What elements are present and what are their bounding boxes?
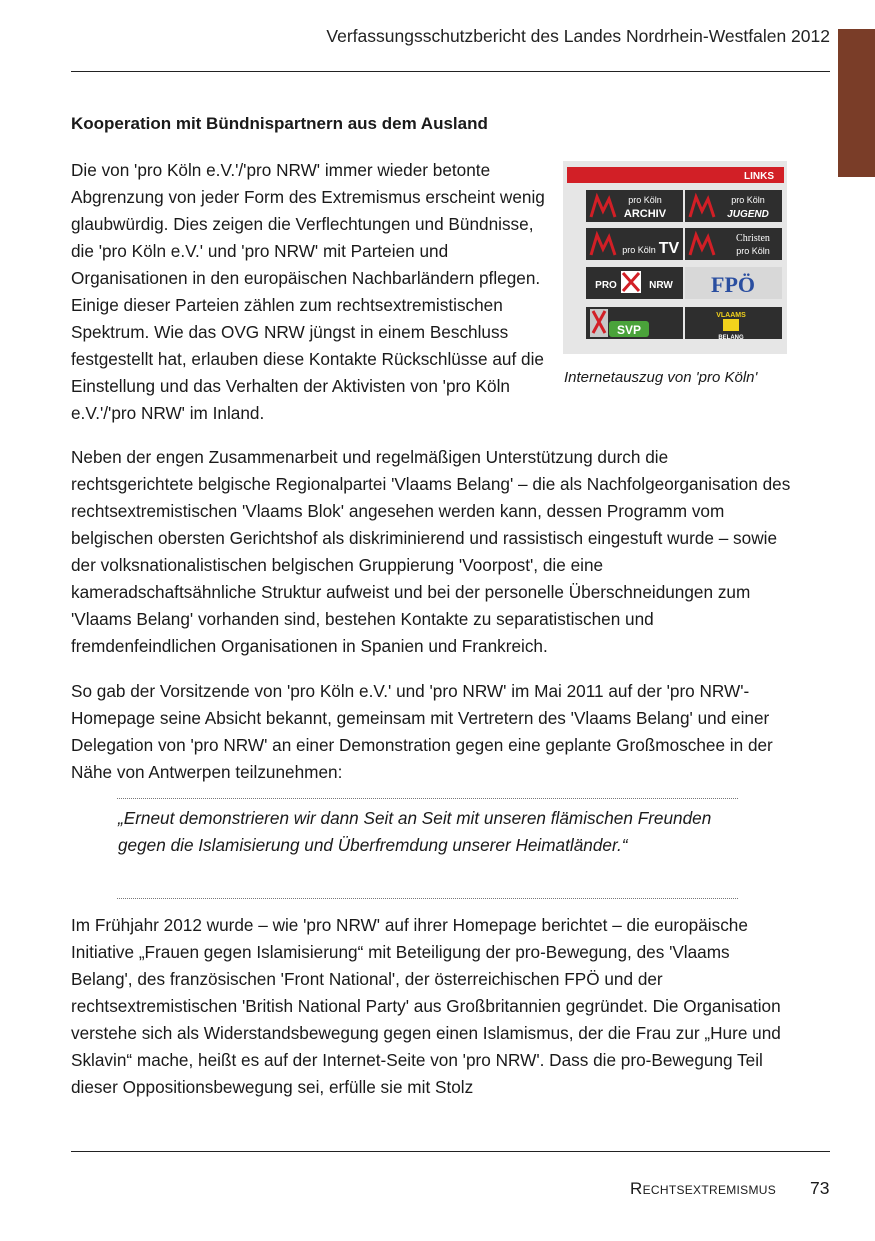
svg-text:pro Köln: pro Köln (731, 195, 765, 205)
page-number: 73 (810, 1178, 830, 1198)
paragraph-3: So gab der Vorsitzende von 'pro Köln e.V.' und 'pro NRW' im Mai 2011 auf der 'pro NRW'-Homepage seine Absicht bekannt, gemeinsam mit Vertretern des 'Vlaams Belang' und einer Delegation von 'pro NRW' an einer Demonstration gegen eine geplante Großmoschee in der Nähe von Antwerpen teilzunehmen: (71, 681, 773, 782)
svg-text:JUGEND: JUGEND (727, 209, 769, 220)
paragraph-4: Im Frühjahr 2012 wurde – wie 'pro NRW' auf ihrer Homepage berichtet – die europäische Initiative „Frauen gegen Islamisierung“ mit Beteiligung der pro-Bewegung, des 'Vlaams Belang', des französischen 'Front National', der österreichischen FPÖ und der rechtsextremistischen 'British National Party' aus Großbritannien gegründet. Die Organisation verstehe sich als Widerstandsbewegung gegen einen Islamismus, der die Frau zur „Hure und Sklavin“ mache, heißt es auf der Internet-Seite von 'pro NRW'. Dass die pro-Bewegung Teil dieser Oppositionsbewegung sei, erfülle sie mit Stolz (71, 915, 781, 1097)
svg-text:Christen: Christen (736, 233, 770, 244)
chapter-thumb-tab (838, 29, 875, 177)
paragraph-2: Neben der engen Zusammenarbeit und regelmäßigen Unterstützung durch die rechtsgerichtete belgische Regionalpartei 'Vlaams Belang' – die als Nachfolgeorganisation des rechtsextremistischen 'Vlaams Blok' angesehen werden kann, dessen Programm vom belgischen obersten Gerichtshof als diskriminierend und rassistisch eingestuft wurde – sowie der volksnationalistischen belgischen Gruppierung 'Voorpost', die eine kameradschaftsähnliche Struktur aufweist und bei der personelle Überschneidungen zum 'Vlaams Belang' vorhanden sind, bestehen Kontakte zu separatistischen und fremdenfeindlichen Organisationen in Spanien und Frankreich. (71, 447, 791, 656)
svg-text:PRO: PRO (595, 280, 617, 291)
footer-rule (71, 1151, 830, 1152)
block-quote: „Erneut demonstrieren wir dann Seit an Seit mit unseren flämischen Freunden gegen die Islamisierung und Überfremdung unserer Heimatländer.“ (118, 808, 712, 855)
running-header: Verfassungsschutzbericht des Landes Nordrhein-Westfalen 2012 (326, 26, 830, 46)
svg-text:FPÖ: FPÖ (711, 272, 755, 297)
section-heading: Kooperation mit Bündnispartnern aus dem Ausland (71, 114, 488, 133)
svg-text:pro Köln: pro Köln (736, 246, 770, 256)
svg-text:BELANG: BELANG (718, 335, 744, 341)
svg-text:NRW: NRW (649, 280, 673, 291)
links-screenshot (563, 161, 787, 354)
banner-label: LINKS (744, 171, 774, 182)
svg-text:pro Köln: pro Köln (622, 245, 656, 255)
footer-section-label: Rechtsextremismus (630, 1179, 777, 1198)
svg-text:ARCHIV: ARCHIV (623, 208, 667, 220)
svg-text:SVP: SVP (616, 323, 642, 337)
figure-caption: Internetauszug von 'pro Köln' (564, 369, 758, 386)
header-rule (71, 71, 830, 72)
paragraph-1: Die von 'pro Köln e.V.'/'pro NRW' immer wieder betonte Abgrenzung von jeder Form des Extremismus erscheint wenig glaubwürdig. Dies zeigen die Verflechtungen und Bündnisse, die 'pro Köln e.V.' und 'pro NRW' mit Parteien und Organisationen in den europäischen Nachbarländern pflegen. Einige dieser Parteien zählen zum rechtsextremistischen Spektrum. Wie das OVG NRW jüngst in einem Beschluss festgestellt hat, erlauben diese Kontakte Rückschlüsse auf die Einstellung und das Verhalten der Aktivisten von 'pro Köln e.V.'/'pro NRW' im Inland. (71, 160, 545, 423)
svg-text:TV: TV (658, 240, 680, 257)
svg-text:pro Köln: pro Köln (628, 195, 662, 205)
svg-text:VLAAMS: VLAAMS (716, 312, 746, 319)
